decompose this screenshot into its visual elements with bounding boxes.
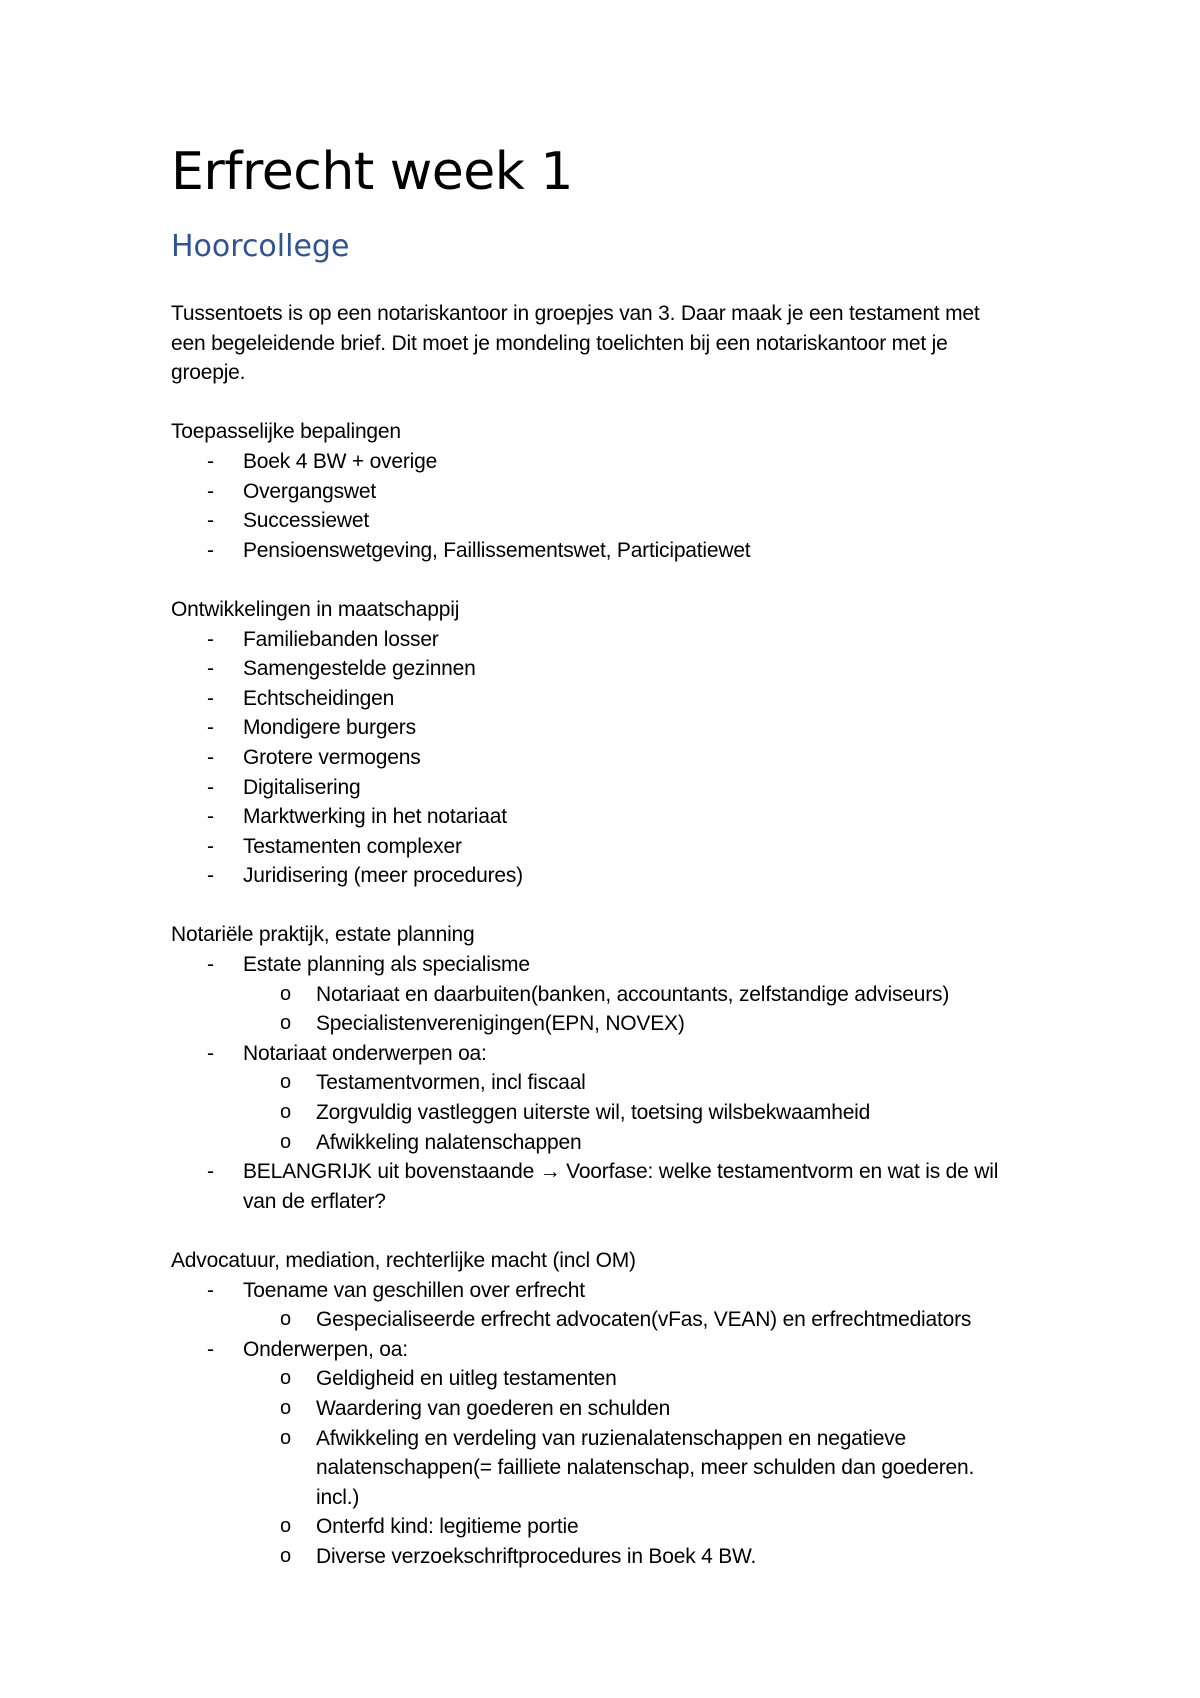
list-item	[171, 832, 1051, 862]
list-item	[171, 861, 1051, 891]
sub-list-item-text: Waardering van goederen en schulden	[316, 1396, 671, 1420]
circle-bullet-icon: o	[280, 1396, 291, 1419]
dash-bullet-icon: -	[207, 479, 214, 503]
list-item-text: Samengestelde gezinnen	[243, 657, 476, 681]
sub-list-item-text: Onterfd kind: legitieme portie	[316, 1515, 579, 1539]
list-item	[171, 477, 1051, 507]
dash-bullet-icon: -	[207, 716, 214, 740]
sub-list-item	[171, 1068, 1051, 1098]
list-item	[171, 802, 1051, 832]
list-item-text: Pensioenswetgeving, Faillissementswet, Participatiewet	[243, 538, 751, 562]
sub-list-item-text: Specialistenverenigingen(EPN, NOVEX)	[316, 1012, 685, 1036]
sub-bullet-list	[243, 1305, 1051, 1335]
sub-list-item	[171, 1364, 1051, 1394]
list-item-text: Successiewet	[243, 509, 369, 533]
circle-bullet-icon: o	[280, 1308, 291, 1331]
sub-list-item-text: Testamentvormen, incl fiscaal	[316, 1071, 586, 1095]
bullet-list	[171, 447, 1051, 565]
circle-bullet-icon: o	[280, 1544, 291, 1567]
sub-list-item	[171, 980, 1051, 1010]
dash-bullet-icon: -	[207, 834, 214, 858]
list-item	[171, 1039, 1051, 1157]
list-item-text: Familiebanden losser	[243, 627, 439, 651]
circle-bullet-icon: o	[280, 1515, 291, 1538]
dash-bullet-icon: -	[207, 1160, 214, 1184]
list-item-text: Echtscheidingen	[243, 686, 395, 710]
dash-bullet-icon: -	[207, 449, 214, 473]
list-item-text: Notariaat onderwerpen oa:	[243, 1041, 487, 1065]
list-item	[171, 1335, 1051, 1572]
list-item-text: Mondigere burgers	[243, 716, 416, 740]
document-title: Erfrecht week 1	[171, 142, 573, 202]
list-item	[171, 713, 1051, 743]
list-item-text: BELANGRIJK uit bovenstaande → Voorfase: welke testamentvorm en wat is de wil van de erflater?	[243, 1160, 999, 1213]
section-title: Ontwikkelingen in maatschappij	[171, 597, 460, 621]
sub-list-item-text: Zorgvuldig vastleggen uiterste wil, toetsing wilsbekwaamheid	[316, 1101, 871, 1125]
sub-list-item-text: Afwikkeling en verdeling van ruzienalatenschappen en negatieve nalatenschappen(= failliete nalatenschap, meer schulden dan goederen. incl.)	[316, 1426, 975, 1509]
list-item	[171, 1276, 1051, 1335]
list-item-text: Juridisering (meer procedures)	[243, 864, 523, 888]
circle-bullet-icon: o	[280, 1130, 291, 1153]
sub-list-item	[171, 1542, 1051, 1572]
dash-bullet-icon: -	[207, 745, 214, 769]
sub-list-item	[171, 1009, 1051, 1039]
list-item-text: Grotere vermogens	[243, 745, 421, 769]
sub-bullet-list	[243, 1068, 1051, 1157]
circle-bullet-icon: o	[280, 1426, 291, 1449]
section-title: Toepasselijke bepalingen	[171, 420, 401, 444]
circle-bullet-icon: o	[280, 1101, 291, 1124]
sub-list-item	[171, 1305, 1051, 1335]
sub-list-item	[171, 1424, 1051, 1513]
list-item-text: Estate planning als specialisme	[243, 953, 530, 977]
section-heading-hoorcollege: Hoorcollege	[171, 229, 350, 264]
sections-container	[171, 417, 1051, 1571]
sub-list-item	[171, 1394, 1051, 1424]
dash-bullet-icon: -	[207, 509, 214, 533]
circle-bullet-icon: o	[280, 1012, 291, 1035]
list-item-text: Testamenten complexer	[243, 834, 462, 858]
sub-bullet-list	[243, 1364, 1051, 1571]
list-item-text: Overgangswet	[243, 479, 377, 503]
list-item-text: Digitalisering	[243, 775, 361, 799]
dash-bullet-icon: -	[207, 538, 214, 562]
list-item	[171, 743, 1051, 773]
dash-bullet-icon: -	[207, 805, 214, 829]
list-item	[171, 506, 1051, 536]
list-item	[171, 654, 1051, 684]
intro-paragraph: Tussentoets is op een notariskantoor in groepjes van 3. Daar maak je een testament met een begeleidende brief. Dit moet je mondeling toelichten bij een notariskantoor met je groepje.	[171, 302, 980, 385]
list-item-text: Boek 4 BW + overige	[243, 449, 438, 473]
list-item	[171, 684, 1051, 714]
dash-bullet-icon: -	[207, 627, 214, 651]
sub-bullet-list	[243, 980, 1051, 1039]
dash-bullet-icon: -	[207, 953, 214, 977]
list-item	[171, 950, 1051, 1039]
dash-bullet-icon: -	[207, 775, 214, 799]
document-body	[171, 299, 1051, 1572]
sub-list-item-text: Gespecialiseerde erfrecht advocaten(vFas, VEAN) en erfrechtmediators	[316, 1308, 972, 1332]
circle-bullet-icon: o	[280, 1367, 291, 1390]
sub-list-item-text: Diverse verzoekschriftprocedures in Boek 4 BW.	[316, 1544, 757, 1568]
list-item	[171, 1157, 1051, 1216]
bullet-list	[171, 625, 1051, 891]
bullet-list	[171, 950, 1051, 1216]
list-item	[171, 536, 1051, 566]
sub-list-item	[171, 1512, 1051, 1542]
dash-bullet-icon: -	[207, 1278, 214, 1302]
list-item-text: Marktwerking in het notariaat	[243, 805, 507, 829]
sub-list-item	[171, 1098, 1051, 1128]
list-item	[171, 447, 1051, 477]
list-item-text: Toename van geschillen over erfrecht	[243, 1278, 585, 1302]
circle-bullet-icon: o	[280, 1071, 291, 1094]
list-item	[171, 773, 1051, 803]
sub-list-item	[171, 1128, 1051, 1158]
list-item-text: Onderwerpen, oa:	[243, 1337, 408, 1361]
dash-bullet-icon: -	[207, 1337, 214, 1361]
section-title: Notariële praktijk, estate planning	[171, 923, 475, 947]
sub-list-item-text: Geldigheid en uitleg testamenten	[316, 1367, 617, 1391]
bullet-list	[171, 1276, 1051, 1572]
section-title: Advocatuur, mediation, rechterlijke macht (incl OM)	[171, 1249, 636, 1272]
sub-list-item-text: Notariaat en daarbuiten(banken, accountants, zelfstandige adviseurs)	[316, 982, 950, 1006]
list-item	[171, 625, 1051, 655]
dash-bullet-icon: -	[207, 864, 214, 888]
dash-bullet-icon: -	[207, 1041, 214, 1065]
circle-bullet-icon: o	[280, 982, 291, 1005]
sub-list-item-text: Afwikkeling nalatenschappen	[316, 1130, 582, 1154]
dash-bullet-icon: -	[207, 657, 214, 681]
dash-bullet-icon: -	[207, 686, 214, 710]
